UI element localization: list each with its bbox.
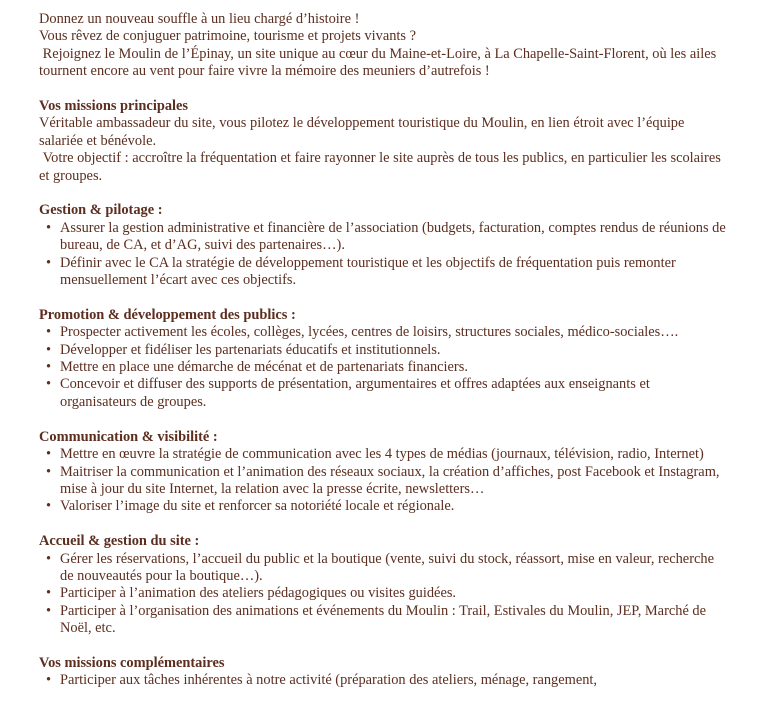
list-item: • Participer à l’organisation des animations et événements du Moulin : Trail, Estivales du Moulin, JEP, Marché de Noël, etc. (60, 603, 729, 638)
list-item: • Concevoir et diffuser des supports de présentation, argumentaires et offres adaptées aux enseignants et organisateurs de groupes. (60, 376, 729, 411)
list-item: • Mettre en place une démarche de mécénat et de partenariats financiers. (60, 359, 729, 376)
section-accueil (39, 533, 729, 637)
intro-line: Rejoignez le Moulin de l’Épinay, un site unique au cœur du Maine-et-Loire, à La Chapelle-Saint-Florent, où les ailes tournent encore au vent pour faire vivre la mémoire des meuniers d’autrefois ! (39, 45, 720, 80)
section-heading: Gestion & pilotage : (39, 202, 163, 219)
job-description (39, 11, 729, 690)
intro-line: Vous rêvez de conjuguer patrimoine, tourisme et projets vivants ? (39, 28, 416, 45)
bullet-list (39, 220, 729, 290)
list-item: • Maitriser la communication et l’animation des réseaux sociaux, la création d’affiches, post Facebook et Instagram, mise à jour du site Internet, la relation avec la presse écrite, newsletters… (60, 464, 729, 499)
list-item: • Mettre en œuvre la stratégie de communication avec les 4 types de médias (journaux, télévision, radio, Internet) (60, 446, 729, 463)
list-item: • Prospecter activement les écoles, collèges, lycées, centres de loisirs, structures sociales, médico-sociales…. (60, 324, 729, 341)
section-heading: Vos missions complémentaires (39, 654, 225, 671)
missions-block (39, 98, 729, 185)
paragraph: Véritable ambassadeur du site, vous pilotez le développement touristique du Moulin, en lien étroit avec l’équipe salariée et bénévole. (39, 115, 689, 149)
intro (39, 11, 729, 81)
list-item: • Assurer la gestion administrative et financière de l’association (budgets, facturation, comptes rendus de réunions de bureau, de CA, et d’AG, suivi des partenaires…). (60, 220, 729, 255)
intro-line: Donnez un nouveau souffle à un lieu chargé d’histoire ! (39, 11, 360, 27)
list-item: • Valoriser l’image du site et renforcer sa notoriété locale et régionale. (60, 498, 729, 515)
section-heading: Vos missions principales (39, 98, 189, 115)
section-gestion-pilotage (39, 202, 729, 289)
list-item: • Définir avec le CA la stratégie de développement touristique et les objectifs de fréquentation puis remonter mensuellement l’écart avec ces objectifs. (60, 255, 729, 290)
section-heading: Promotion & développement des publics : (39, 306, 296, 323)
bullet-list (39, 672, 729, 689)
section-promotion (39, 307, 729, 411)
bullet-list (39, 324, 729, 411)
list-item: • Développer et fidéliser les partenariats éducatifs et institutionnels. (60, 342, 729, 359)
section-heading: Communication & visibilité : (39, 428, 218, 445)
section-communication (39, 429, 729, 516)
list-item: • Participer à l’animation des ateliers pédagogiques ou visites guidées. (60, 585, 729, 602)
bullet-list (39, 551, 729, 638)
section-heading: Accueil & gestion du site : (39, 533, 200, 550)
bullet-list (39, 446, 729, 516)
list-item: • Participer aux tâches inhérentes à notre activité (préparation des ateliers, ménage, rangement, (60, 672, 729, 689)
section-complementaires (39, 655, 729, 690)
paragraph: Votre objectif : accroître la fréquentation et faire rayonner le site auprès de tous les publics, en particulier les scolaires et groupes. (39, 150, 725, 184)
list-item: • Gérer les réservations, l’accueil du public et la boutique (vente, suivi du stock, réassort, mise en valeur, recherche de nouveautés pour la boutique…). (60, 551, 729, 586)
